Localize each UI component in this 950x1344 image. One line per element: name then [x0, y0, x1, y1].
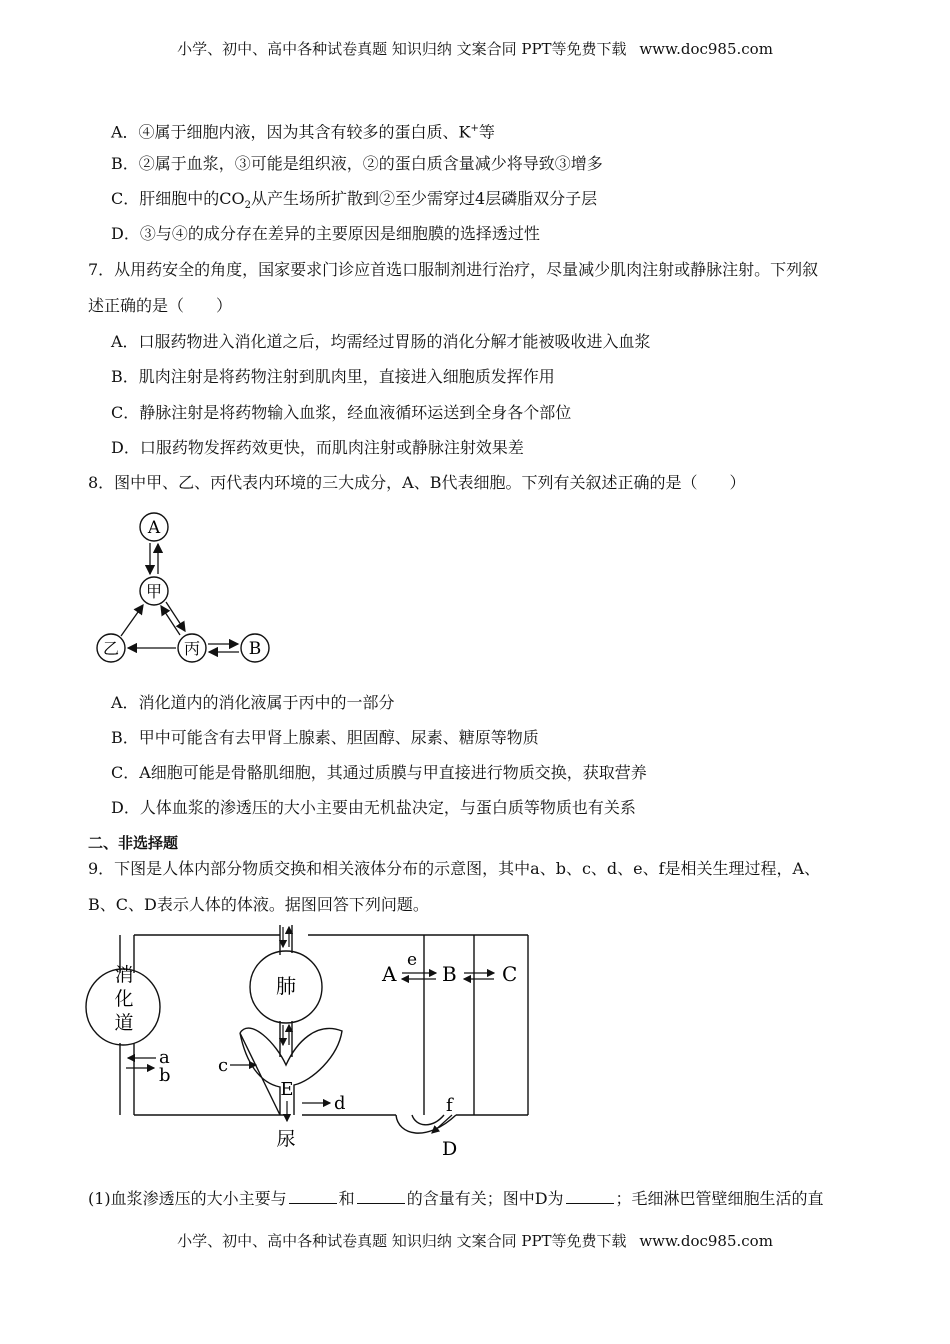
- blank-3[interactable]: [566, 1189, 614, 1204]
- arrow-yi-to-jia: [121, 605, 143, 636]
- q9-sub1: (1)血浆渗透压的大小主要与 和 的含量有关；图中D为 ；毛细淋巴管壁细胞生活的直: [88, 1189, 824, 1208]
- kidney: [240, 1028, 342, 1115]
- label-e-kidney: E: [280, 1079, 294, 1100]
- node-a-label: A: [147, 518, 161, 538]
- arrow-bing-to-jia: [161, 606, 180, 635]
- label-b: b: [159, 1065, 171, 1086]
- q8-diagram: [88, 505, 288, 670]
- node-jia-label: 甲: [145, 582, 163, 601]
- node-yi-label: 乙: [102, 639, 120, 658]
- lung-label: 肺: [276, 974, 296, 998]
- q7-stem-line1: 7．从用药安全的角度，国家要求门诊应首选口服制剂进行治疗，尽量减少肌肉注射或静脉注射。下列叙: [88, 260, 819, 279]
- footer-text: 小学、初中、高中各种试卷真题 知识归纳 文案合同 PPT等免费下载: [177, 1232, 627, 1250]
- label-f: f: [446, 1095, 453, 1116]
- q7-option-a: A．口服药物进入消化道之后，均需经过胃肠的消化分解才能被吸收进入血浆: [111, 332, 651, 351]
- q9-diagram: [80, 925, 540, 1165]
- q7-stem-line2: 述正确的是（ ）: [88, 296, 233, 315]
- label-d: d: [334, 1093, 346, 1114]
- q9-stem-line2: B、C、D表示人体的体液。据图回答下列问题。: [88, 895, 429, 914]
- node-b-label: B: [248, 639, 262, 659]
- lymph-capillary-inner: [412, 1115, 444, 1125]
- header-url[interactable]: www.doc985.com: [639, 40, 773, 58]
- footer-url[interactable]: www.doc985.com: [639, 1232, 773, 1250]
- blank-2[interactable]: [357, 1189, 405, 1204]
- label-urine: 尿: [276, 1128, 296, 1150]
- label-B: B: [442, 962, 457, 986]
- header-text: 小学、初中、高中各种试卷真题 知识归纳 文案合同 PPT等免费下载: [177, 40, 627, 58]
- q8-option-d: D．人体血浆的渗透压的大小主要由无机盐决定，与蛋白质等物质也有关系: [111, 798, 636, 817]
- section-title: 二、非选择题: [88, 834, 179, 852]
- q8-option-c: C．A细胞可能是骨骼肌细胞，其通过质膜与甲直接进行物质交换，获取营养: [111, 763, 647, 782]
- q6-option-b: B．②属于血浆，③可能是组织液，②的蛋白质含量减少将导致③增多: [111, 154, 603, 173]
- digestive-label-1: 消: [114, 964, 134, 986]
- q8-option-a: A．消化道内的消化液属于丙中的一部分: [111, 693, 395, 712]
- q7-option-c: C．静脉注射是将药物输入血浆，经血液循环运送到全身各个部位: [111, 403, 572, 422]
- arrow-jia-to-bing: [166, 602, 185, 631]
- q8-option-b: B．甲中可能含有去甲肾上腺素、胆固醇、尿素、糖原等物质: [111, 728, 539, 747]
- page-footer: [0, 1230, 950, 1251]
- label-C: C: [502, 962, 518, 986]
- q7-option-b: B．肌肉注射是将药物注射到肌肉里，直接进入细胞质发挥作用: [111, 367, 555, 386]
- label-a: a: [159, 1047, 170, 1068]
- label-e: e: [407, 950, 418, 970]
- q6-option-a: A．④属于细胞内液，因为其含有较多的蛋白质、K+等: [111, 122, 495, 142]
- digestive-label-2: 化: [114, 988, 134, 1010]
- q6-option-d: D．③与④的成分存在差异的主要原因是细胞膜的选择透过性: [111, 224, 540, 243]
- node-bing-label: 丙: [183, 639, 201, 658]
- lymph-capillary: [396, 1115, 456, 1133]
- digestive-label-3: 道: [114, 1012, 134, 1034]
- label-c: c: [218, 1055, 229, 1076]
- q7-option-d: D．口服药物发挥药效更快，而肌肉注射或静脉注射效果差: [111, 438, 524, 457]
- label-A: A: [382, 962, 397, 986]
- label-D: D: [442, 1138, 458, 1160]
- q6-option-c: C．肝细胞中的$CO_2$从产生场所扩散到②至少需穿过4层磷脂双分子层: [111, 189, 598, 212]
- q9-stem-line1: 9．下图是人体内部分物质交换和相关液体分布的示意图，其中a、b、c、d、e、f是相关生理过程，A、: [88, 859, 821, 878]
- q8-stem: 8．图中甲、乙、丙代表内环境的三大成分，A、B代表细胞。下列有关叙述正确的是（ ）: [88, 473, 746, 492]
- page-header: [0, 38, 950, 59]
- blank-1[interactable]: [289, 1189, 337, 1204]
